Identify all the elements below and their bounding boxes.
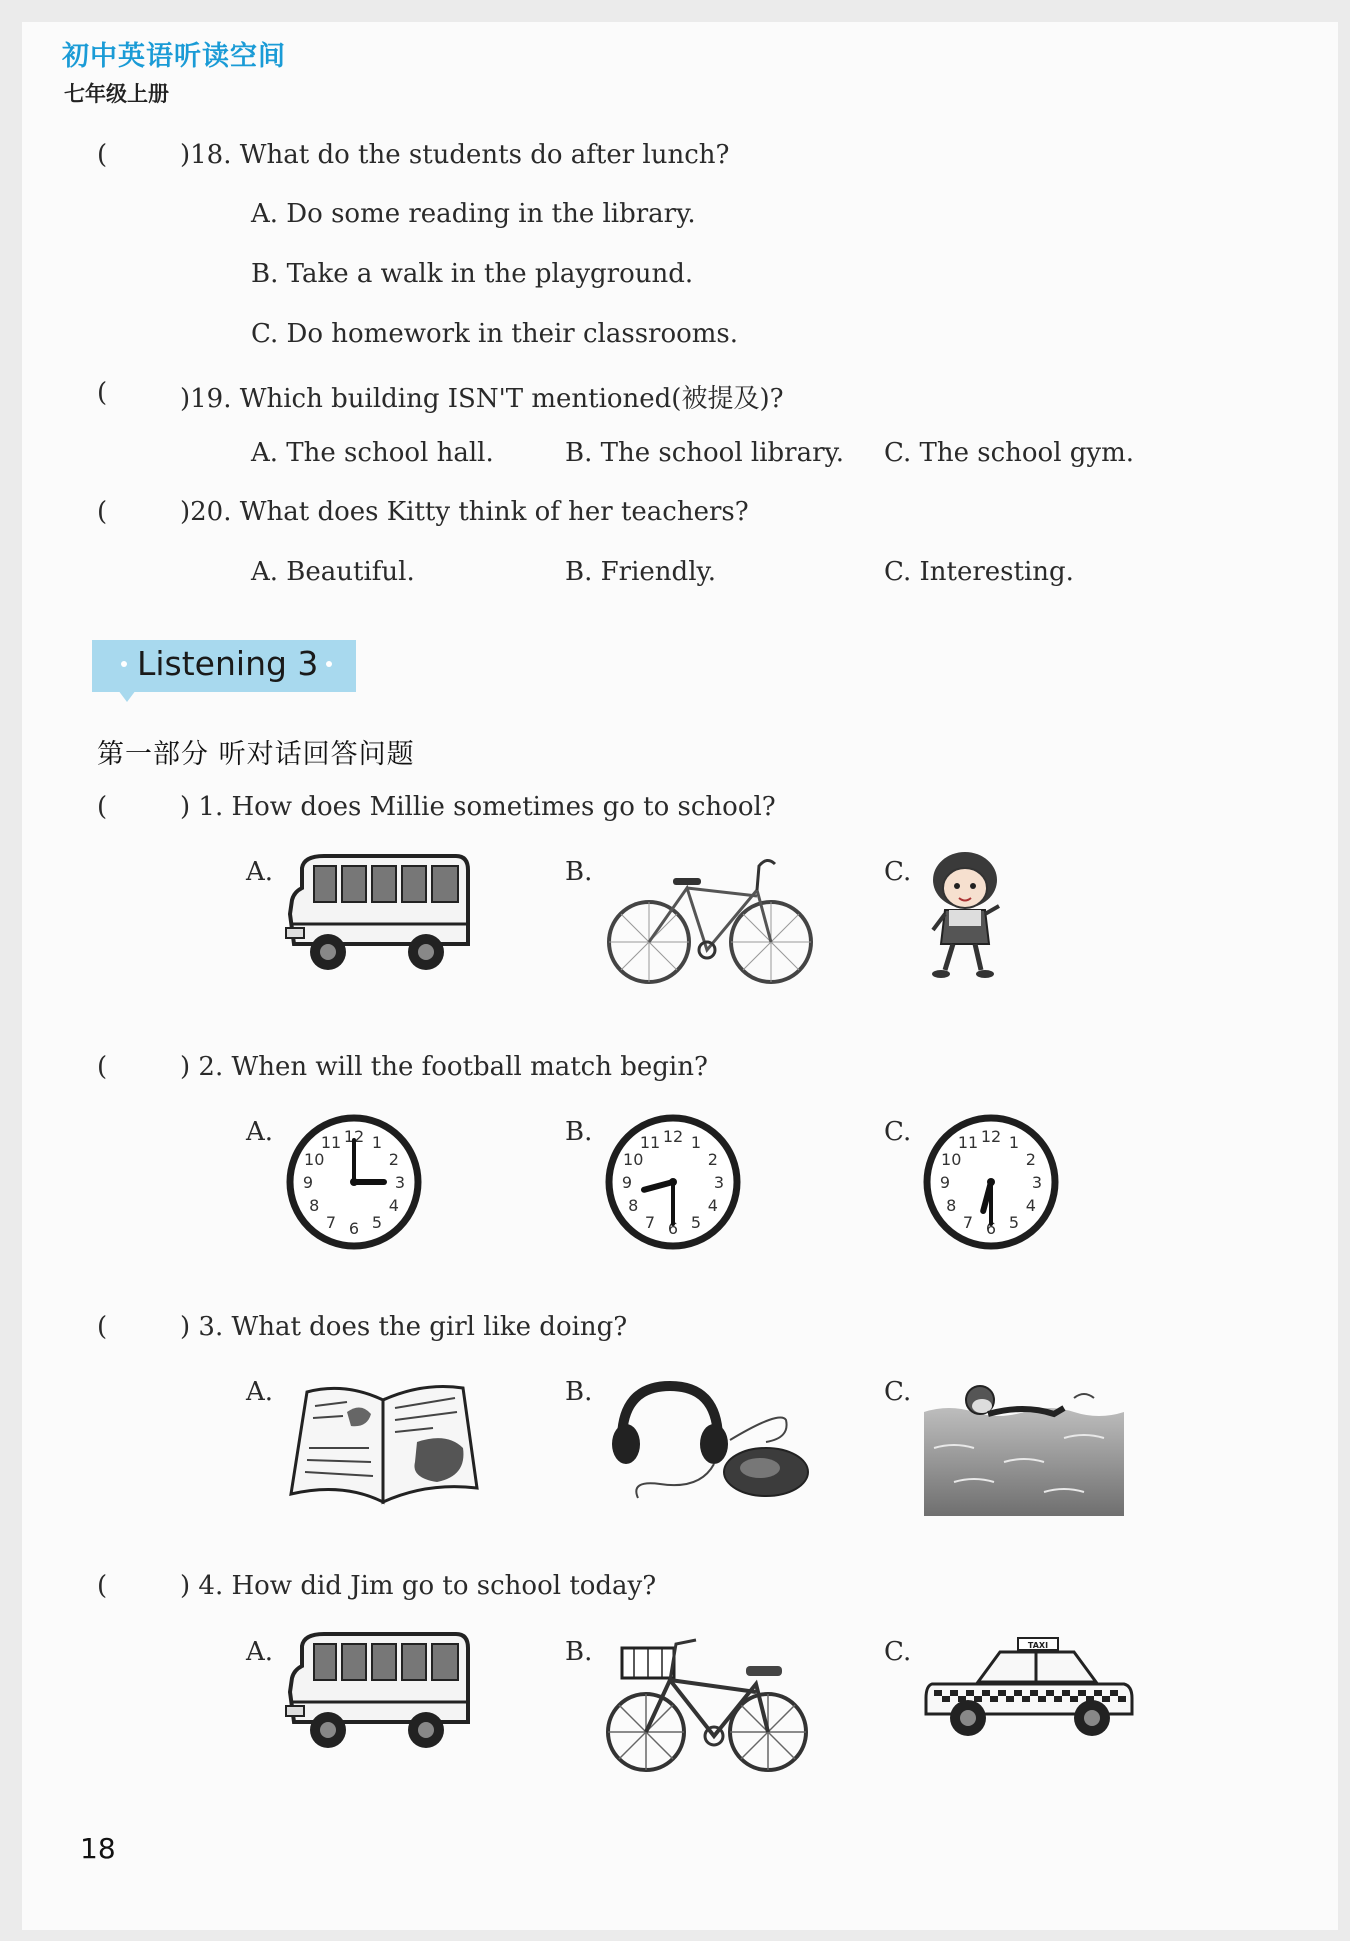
listening-banner-label: Listening 3 xyxy=(137,644,319,683)
option-letter-b: B. xyxy=(565,857,593,887)
clock-numeral: 9 xyxy=(939,1173,951,1192)
clock-numeral: 6 xyxy=(348,1219,360,1238)
page-number: 18 xyxy=(80,1832,116,1865)
answer-bracket: ( xyxy=(97,1571,108,1601)
clock-numeral: 10 xyxy=(623,1150,644,1169)
option-c: C. Do homework in their classrooms. xyxy=(251,319,739,349)
section-title: 第一部分 听对话回答问题 xyxy=(97,739,415,770)
question-text: )18. What do the students do after lunch? xyxy=(180,140,730,170)
clock-numeral: 1 xyxy=(690,1133,702,1153)
option-letter-b: B. xyxy=(565,1377,593,1407)
option-letter-c: C. xyxy=(884,1117,912,1147)
clock-numeral: 2 xyxy=(388,1150,399,1169)
clock-numeral: 4 xyxy=(1025,1196,1036,1215)
option-b: B. The school library. xyxy=(565,438,845,468)
clock-numeral: 5 xyxy=(690,1212,702,1232)
clock-numeral: 8 xyxy=(309,1196,320,1215)
clock-numeral: 5 xyxy=(1008,1212,1020,1232)
answer-bracket: ( xyxy=(97,1312,108,1342)
clock-numeral: 7 xyxy=(962,1212,974,1232)
option-c: C. The school gym. xyxy=(884,438,1135,468)
option-letter-b: B. xyxy=(565,1117,593,1147)
question-text: ) 1. How does Millie sometimes go to school? xyxy=(180,792,776,822)
book-subtitle: 七年级上册 xyxy=(64,81,169,106)
walking-girl-picture xyxy=(923,852,1003,982)
question-text: ) 2. When will the football match begin? xyxy=(180,1052,708,1082)
clock-numeral: 8 xyxy=(946,1196,957,1215)
clock-numeral: 8 xyxy=(628,1196,639,1215)
clock-numeral: 7 xyxy=(325,1212,337,1232)
clock-numeral: 10 xyxy=(941,1150,962,1169)
answer-bracket: ( xyxy=(97,792,108,822)
clock-numeral: 1 xyxy=(1008,1133,1020,1153)
clock-numeral: 9 xyxy=(621,1173,633,1192)
clock-numeral: 5 xyxy=(371,1212,383,1232)
option-letter-a: A. xyxy=(246,1637,274,1667)
book-title: 初中英语听读空间 xyxy=(62,41,286,72)
option-c: C. Interesting. xyxy=(884,557,1074,587)
clock-numeral: 11 xyxy=(957,1133,979,1153)
clock-numeral: 2 xyxy=(1025,1150,1036,1169)
question-text: )19. Which building ISN'T mentioned(被提及)? xyxy=(180,384,784,414)
clock-numeral: 3 xyxy=(394,1173,406,1192)
option-letter-b: B. xyxy=(565,1637,593,1667)
taxi-picture xyxy=(924,1636,1134,1740)
question-text: ) 4. How did Jim go to school today? xyxy=(180,1571,657,1601)
option-letter-c: C. xyxy=(884,1637,912,1667)
banner-dot xyxy=(121,661,127,667)
clock-numeral: 9 xyxy=(302,1173,314,1192)
bus-picture xyxy=(284,852,474,974)
bicycle-picture xyxy=(604,1636,814,1776)
clock-picture xyxy=(605,1114,741,1250)
clock-numeral: 1 xyxy=(371,1133,383,1153)
book-picture xyxy=(287,1378,481,1502)
clock-numeral: 12 xyxy=(980,1127,1002,1146)
clock-center xyxy=(669,1178,677,1186)
clock-center xyxy=(987,1178,995,1186)
clock-numeral: 12 xyxy=(662,1127,684,1146)
option-b: B. Friendly. xyxy=(565,557,717,587)
swimming-picture xyxy=(924,1378,1124,1516)
option-letter-a: A. xyxy=(246,1117,274,1147)
bicycle-picture xyxy=(607,852,817,992)
option-b: B. Take a walk in the playground. xyxy=(251,259,694,289)
option-a: A. Beautiful. xyxy=(251,557,415,587)
question-text: )20. What does Kitty think of her teachers? xyxy=(180,497,749,527)
question-text: ) 3. What does the girl like doing? xyxy=(180,1312,628,1342)
clock-numeral: 11 xyxy=(320,1133,342,1153)
clock-numeral: 4 xyxy=(707,1196,718,1215)
option-a: A. The school hall. xyxy=(251,438,494,468)
clock-numeral: 10 xyxy=(304,1150,325,1169)
taxi-sign: TAXI xyxy=(1027,1641,1049,1650)
answer-bracket: ( xyxy=(97,378,108,408)
banner-tail xyxy=(118,690,136,702)
option-letter-c: C. xyxy=(884,857,912,887)
answer-bracket: ( xyxy=(97,1052,108,1082)
option-a: A. Do some reading in the library. xyxy=(251,199,696,229)
clock-center xyxy=(350,1178,358,1186)
clock-numeral: 2 xyxy=(707,1150,718,1169)
answer-bracket: ( xyxy=(97,140,108,170)
clock-picture xyxy=(286,1114,422,1250)
option-letter-a: A. xyxy=(246,857,274,887)
clock-numeral: 6 xyxy=(667,1219,679,1238)
clock-numeral: 11 xyxy=(639,1133,661,1153)
clock-numeral: 6 xyxy=(985,1219,997,1238)
option-letter-c: C. xyxy=(884,1377,912,1407)
answer-bracket: ( xyxy=(97,497,108,527)
option-letter-a: A. xyxy=(246,1377,274,1407)
clock-picture xyxy=(923,1114,1059,1250)
clock-numeral: 3 xyxy=(1031,1173,1043,1192)
clock-numeral: 12 xyxy=(343,1127,365,1146)
clock-numeral: 7 xyxy=(644,1212,656,1232)
clock-numeral: 3 xyxy=(713,1173,725,1192)
clock-numeral: 4 xyxy=(388,1196,399,1215)
banner-dot xyxy=(326,661,332,667)
headphones-picture xyxy=(610,1380,810,1504)
bus-picture xyxy=(284,1630,474,1752)
